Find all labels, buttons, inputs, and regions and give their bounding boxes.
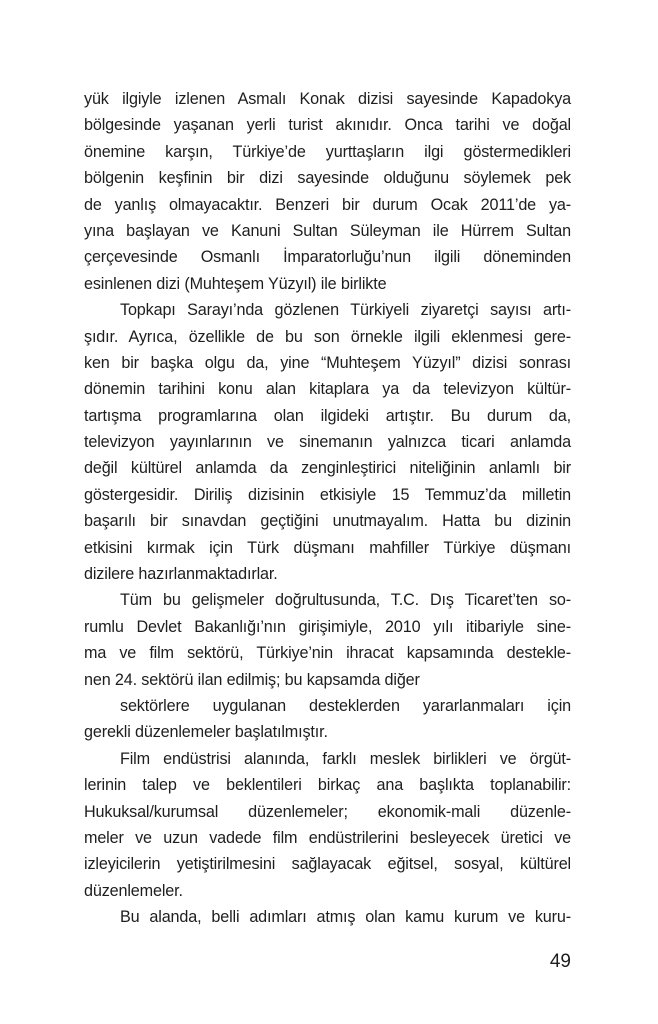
text-line: Hukuksal/kurumsal düzenlemeler; ekonomik-mali düzenle- [84, 802, 571, 821]
text-line: önemine karşın, Türkiye’de yurttaşların ilgi göstermedikleri [84, 142, 571, 161]
text-line: bölgenin keşfinin bir dizi sayesinde olduğunu söylemek pek [84, 169, 571, 188]
text-line: tartışma programlarına olan ilgideki artıştır. Bu durum da, [84, 406, 571, 425]
page-number: 49 [549, 951, 571, 972]
text-line: şıdır. Ayrıca, özellikle de bu son örnekle ilgili eklenmesi gere- [84, 327, 571, 346]
text-line: esinlenen dizi (Muhteşem Yüzyıl) ile birlikte [84, 274, 387, 293]
text-line: dizilere hazırlanmaktadırlar. [84, 565, 278, 584]
text-line: çerçevesinde Osmanlı İmparatorluğu’nun ilgili döneminden [84, 248, 571, 267]
text-line: değil kültürel anlamda da zenginleştirici niteliğinin anlamlı bir [84, 459, 571, 478]
text-line: yına başlayan ve Kanuni Sultan Süleyman ile Hürrem Sultan [84, 221, 571, 240]
text-line: gerekli düzenlemeler başlatılmıştır. [84, 723, 328, 742]
text-line: lerinin talep ve beklentileri birkaç ana başlıkta toplanabilir: [84, 776, 571, 795]
text-line: göstergesidir. Diriliş dizisinin etkisiyle 15 Temmuz’da milletin [84, 485, 571, 504]
paragraph-first-line: Film endüstrisi alanında, farklı meslek birlikleri ve örgüt- [120, 749, 571, 768]
text-line: etkisini kırmak için Türk düşmanı mahfiller Türkiye düşmanı [84, 538, 571, 557]
text-line: rumlu Devlet Bakanlığı’nın girişimiyle, 2010 yılı itibariyle sine- [84, 617, 571, 636]
text-line: başarılı bir sınavdan geçtiğini unutmayalım. Hatta bu dizinin [84, 512, 571, 531]
paragraph-first-line: Bu alanda, belli adımları atmış olan kamu kurum ve kuru- [120, 908, 571, 927]
text-line: meler ve uzun vadede film endüstrilerini besleyecek üretici ve [84, 828, 571, 847]
paragraph-first-line: Tüm bu gelişmeler doğrultusunda, T.C. Dış Ticaret’ten so- [120, 591, 571, 610]
text-line: ma ve film sektörü, Türkiye’nin ihracat kapsamında destekle- [84, 644, 571, 663]
text-line: televizyon yayınlarının ve sinemanın yalnızca ticari anlamda [84, 433, 571, 452]
text-line: yük ilgiyle izlenen Asmalı Konak dizisi sayesinde Kapadokya [84, 90, 571, 108]
body-text [84, 86, 571, 931]
text-line: nen 24. sektörü ilan edilmiş; bu kapsamda diğer [84, 670, 420, 689]
text-line: dönemin tarihini konu alan kitaplara ya da televizyon kültür- [84, 380, 571, 399]
text-line: izleyicilerin yetiştirilmesini sağlayacak eğitsel, sosyal, kültürel [84, 855, 571, 874]
text-line: bölgesinde yaşanan yerli turist akınıdır. Onca tarihi ve doğal [84, 116, 571, 135]
text-line: de yanlış olmayacaktır. Benzeri bir durum Ocak 2011’de ya- [84, 195, 571, 214]
paragraph-first-line: Topkapı Sarayı’nda gözlenen Türkiyeli ziyaretçi sayısı artı- [120, 301, 571, 320]
text-line: düzenlemeler. [84, 881, 183, 900]
text-line: ken bir başka olgu da, yine “Muhteşem Yüzyıl” dizisi sonrası [84, 353, 571, 372]
paragraph-first-line: sektörlere uygulanan desteklerden yararlanmaları için [120, 696, 571, 715]
